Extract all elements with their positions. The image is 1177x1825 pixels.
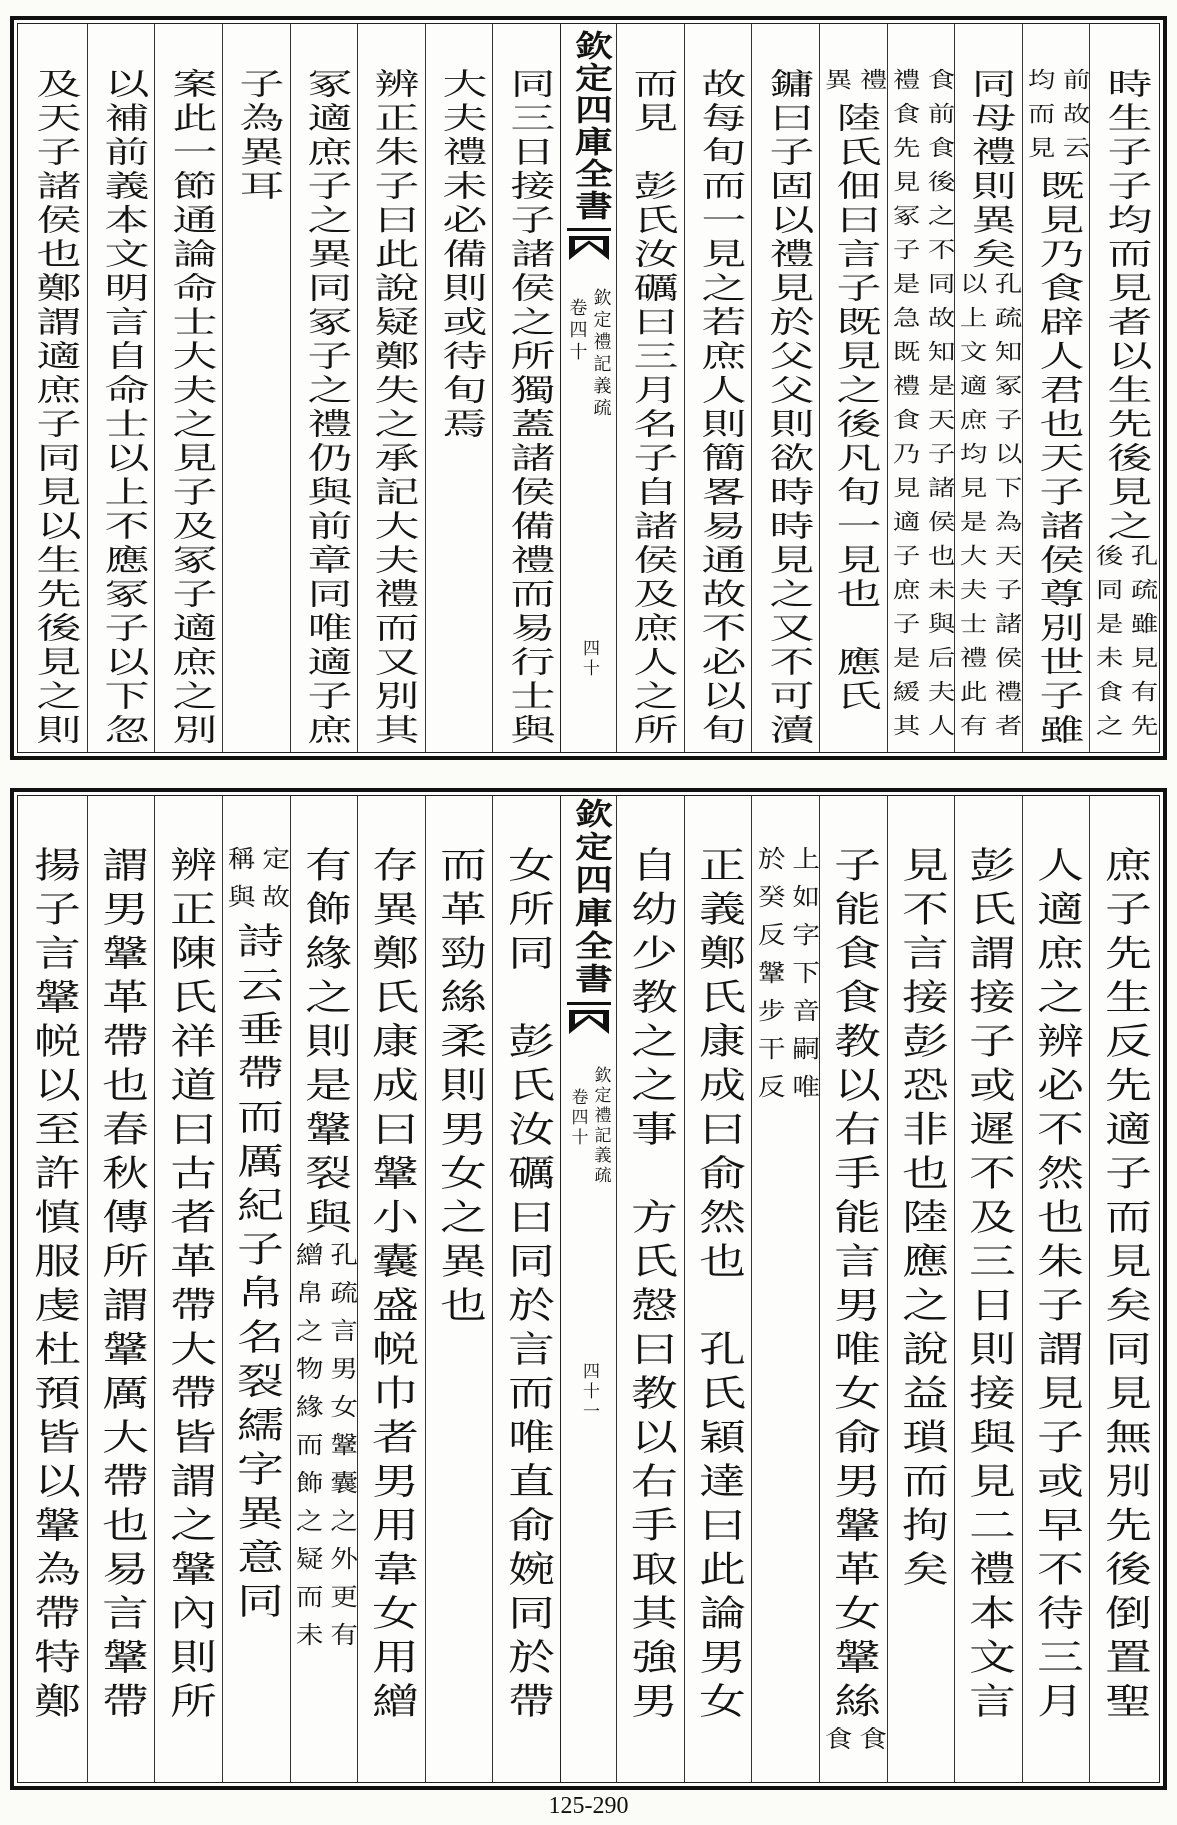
main-text: 及天子諸侯也鄭謂適庶子同見以生先後見之則 <box>27 68 81 748</box>
text-column <box>492 24 560 752</box>
main-text: 同母禮則異矣 <box>962 68 1016 272</box>
main-text: 案此一節通論命士大夫之見子及冢子適庶之別 <box>163 68 216 748</box>
annotation-left: 稱與 <box>222 846 256 922</box>
text-column <box>154 24 222 752</box>
annotation-right: 孔疏言男女鞶囊之外更有 <box>324 1242 358 1660</box>
text-column <box>425 796 493 1782</box>
main-text: 時生子子均而見者以生先後見之 <box>1098 68 1151 544</box>
fishtail-mark <box>567 228 611 262</box>
main-text: 辨正朱子曰此說疑鄭失之承記大夫禮而又別其 <box>365 68 419 748</box>
fishtail-mark <box>567 1002 611 1036</box>
main-text: 存異鄭氏康成曰鞶小囊盛帨巾者男用韋女用繒 <box>365 846 419 1726</box>
text-column <box>492 796 560 1782</box>
annotation-right: 食前食後之不同故知是天子諸侯也未與后夫人 <box>923 68 955 748</box>
annotation <box>890 68 953 748</box>
text-column <box>357 24 425 752</box>
text-column <box>684 24 752 752</box>
annotation-right: 孔疏雖見有先 <box>1126 544 1157 748</box>
volume-number: 卷四十 <box>566 298 588 364</box>
main-text: 人適庶之辨必不然也朱子謂見子或早不待三月 <box>1030 846 1084 1726</box>
text-column <box>954 796 1022 1782</box>
main-text: 既見乃食辟人君也天子諸侯尊別世子雖 <box>1030 170 1084 748</box>
leaf-number: 四十 <box>579 639 599 679</box>
annotation-left: 禮食先見冢子是急既禮食乃見適子庶子是緩其 <box>888 68 920 748</box>
text-column <box>222 24 290 752</box>
text-column <box>616 796 684 1782</box>
text-column <box>1022 24 1090 752</box>
annotation <box>752 846 819 1112</box>
annotation <box>1092 544 1155 748</box>
text-column <box>222 796 290 1782</box>
main-text: 大夫禮未必備則或待旬焉 <box>433 68 487 442</box>
main-text: 正義鄭氏康成曰俞然也 孔氏穎達曰此論男女 <box>691 846 746 1726</box>
banner-subtitle <box>568 288 610 420</box>
main-text: 彭氏謂接子或遲不及三日則接與見二禮本文言 <box>962 846 1016 1726</box>
text-column <box>819 24 887 752</box>
book-title: 欽定禮記義疏 <box>590 1066 611 1186</box>
main-text: 而見 彭氏汝礪曰三月名子自諸侯及庶人之所 <box>624 68 678 748</box>
main-text: 同三日接子諸侯之所獨蓋諸侯備禮而易行士與 <box>501 68 554 748</box>
main-text: 以補前義本文明言自命士以上不應冢子以下忽 <box>95 68 148 748</box>
annotation <box>1025 68 1088 170</box>
main-text: 冢適庶子之異同冢子之禮仍與前章同唯適子庶 <box>298 68 351 748</box>
annotation-left: 繒帛之物緣而飾之疑而未 <box>290 1242 323 1660</box>
text-column <box>616 24 684 752</box>
main-text: 而革勁絲柔則男女之異也 <box>433 846 487 1330</box>
text-column <box>954 24 1022 752</box>
text-column <box>819 796 887 1782</box>
lower-folio <box>10 788 1167 1790</box>
text-column <box>290 24 358 752</box>
text-column <box>87 24 155 752</box>
series-title: 欽定四庫全書 <box>567 798 611 996</box>
text-column <box>87 796 155 1782</box>
page-number: 125-290 <box>548 1793 629 1819</box>
text-column <box>1089 796 1157 1782</box>
text-column <box>1089 24 1157 752</box>
annotation-right: 前故云 <box>1058 68 1090 170</box>
annotation-right: 上如字下音嗣唯 <box>786 846 819 1112</box>
banner-subtitle <box>569 1066 609 1186</box>
annotation <box>957 272 1020 748</box>
main-text: 鏞曰子固以禮見於父父則欲時時見之又不可瀆 <box>760 68 813 748</box>
main-text: 女所同 彭氏汝礪曰同於言而唯直俞婉同於帶 <box>500 846 554 1726</box>
main-text: 有飾緣之則是鞶裂與 <box>297 846 352 1242</box>
annotation-right: 禮 <box>855 68 887 102</box>
series-title: 欽定四庫全書 <box>567 30 611 222</box>
main-text: 自幼少教之之事 方氏慤曰教以右手取其強男 <box>624 846 678 1726</box>
text-column <box>425 24 493 752</box>
text-column <box>751 24 819 752</box>
annotation-right: 食 <box>854 1726 887 1764</box>
annotation-left: 於癸反鞶步干反 <box>752 846 785 1112</box>
annotation <box>822 68 885 102</box>
column-grid <box>20 796 1157 1782</box>
text-column <box>684 796 752 1782</box>
main-text: 詩云垂帶而厲紀子帛名裂繻字異意同 <box>230 922 284 1626</box>
text-column <box>1022 796 1090 1782</box>
text-column <box>751 796 819 1782</box>
main-text: 見不言接彭恐非也陸應之說益瑣而拘矣 <box>894 846 949 1594</box>
annotation-left: 食 <box>819 1726 853 1764</box>
main-text: 子為異耳 <box>230 68 284 204</box>
text-column <box>357 796 425 1782</box>
text-column <box>20 796 87 1782</box>
annotation-left: 後同是未食之 <box>1091 544 1123 748</box>
main-text: 謂男鞶革帶也春秋傳所謂鞶厲大帶也易言鞶帶 <box>94 846 149 1726</box>
annotation <box>819 1726 887 1764</box>
text-column <box>887 24 955 752</box>
main-text: 揚子言鞶帨以至許慎服虔杜預皆以鞶為帶特鄭 <box>27 846 81 1726</box>
center-banner <box>560 796 616 1782</box>
annotation-left: 以上文適庶均見是大夫士禮此有 <box>955 272 988 748</box>
center-banner <box>560 24 616 752</box>
volume-number: 卷四十 <box>567 1088 588 1148</box>
annotation <box>222 846 290 922</box>
main-text: 庶子先生反先適子而見矣同見無別先後倒置聖 <box>1097 846 1151 1726</box>
column-grid <box>20 24 1157 752</box>
annotation-right: 定故 <box>257 846 290 922</box>
upper-folio <box>10 16 1167 760</box>
text-column <box>887 796 955 1782</box>
annotation-left: 均而見 <box>1023 68 1055 170</box>
text-column <box>154 796 222 1782</box>
annotation <box>290 1242 358 1660</box>
main-text: 子能食食教以右手能言男唯女俞男鞶革女鞶絲 <box>827 846 881 1726</box>
main-text: 辨正陳氏祥道曰古者革帶大帶皆謂之鞶內則所 <box>162 846 216 1726</box>
book-title: 欽定禮記義疏 <box>590 288 612 420</box>
main-text: 故每旬而一見之若庶人則簡畧易通故不必以旬 <box>692 68 745 748</box>
annotation-left: 異 <box>820 68 852 102</box>
annotation-right: 孔疏知冢子以下為天子諸侯禮者 <box>990 272 1022 748</box>
text-column <box>20 24 87 752</box>
leaf-number: 四十一 <box>579 1362 599 1422</box>
main-text: 陸氏佃曰言子既見之後凡旬一見也 應氏 <box>827 102 881 714</box>
text-column <box>290 796 358 1782</box>
